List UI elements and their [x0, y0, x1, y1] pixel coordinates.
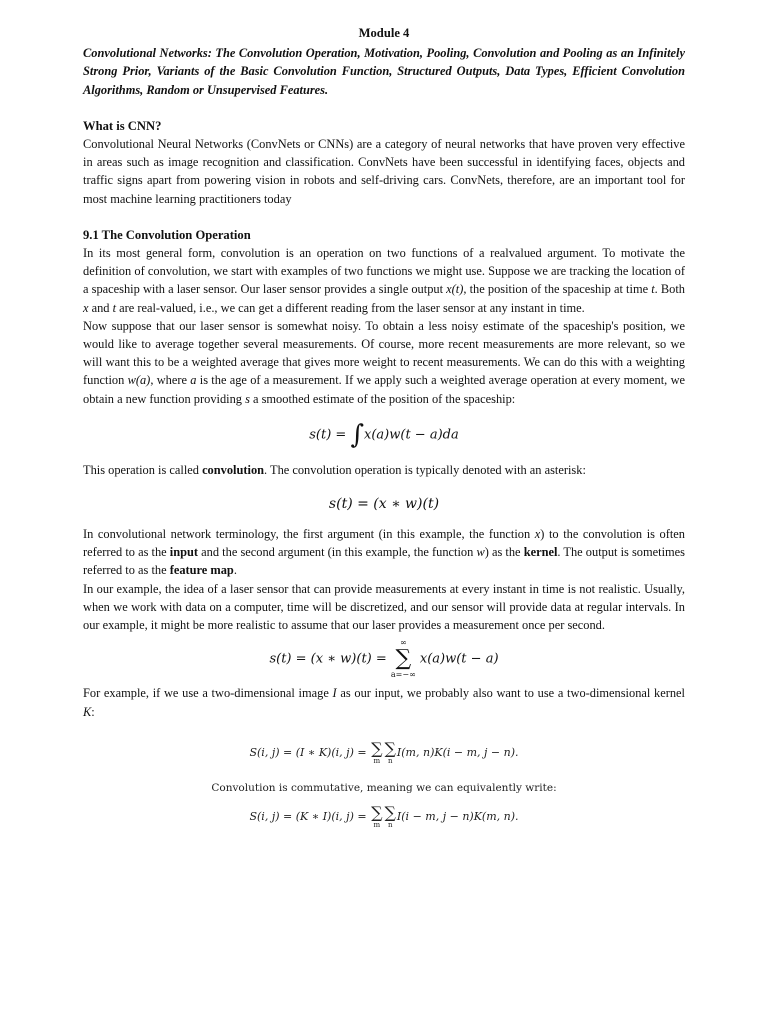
paragraph-terminology: In convolutional network terminology, the first argument (in this example, the function x) to the convolution is often referred to as the input and the second argument (in this example, the function w) as the kernel. The output is sometimes referred to as the feature map.	[83, 527, 686, 578]
figure-2d-convolution	[83, 738, 685, 829]
document-page	[83, 24, 685, 833]
section-heading-convolution: 9.1 The Convolution Operation	[83, 227, 251, 242]
module-title: Module 4	[358, 26, 410, 40]
paragraph-noisy-sensor: Now suppose that our laser sensor is somewhat noisy. To obtain a less noisy estimate of the spaceship's position, we would like to average together several measurements. Of course, more recent measurements are more relevant, so we will want this to be a weighted average that gives more weight to recent measurements. We can do this with a weighting function w(a), where a is the age of a measurement. If we apply such a weighted average operation at every moment, we obtain a new function providing s a smoothed estimate of the position of the spaceship:	[83, 318, 686, 406]
module-topics: Convolutional Networks: The Convolution Operation, Motivation, Pooling, Convolution and Pooling as an Infinitely Strong Prior, Variants of the Basic Convolution Function, Structured Outputs, Data Types, Efficient Convolution Algorithms, Random or Unsupervised Features.	[83, 46, 685, 97]
summation-symbol: ∞ ∑ a=−∞	[390, 638, 416, 680]
paragraph-called-convolution: This operation is called convolution. The convolution operation is typically denoted with an asterisk:	[83, 462, 586, 477]
cnn-heading: What is CNN?	[83, 118, 162, 133]
paragraph-two-dimensional: For example, if we use a two-dimensional image I as our input, we probably also want to use a two-dimensional kernel K:	[83, 686, 685, 719]
equation-2d-convolution: S(i, j) = (I ∗ K)(i, j) = ∑ m ∑ n I(m, n)K(i − m, j − n).	[249, 738, 519, 765]
equation-discrete-convolution: s(t) = (x ∗ w)(t) = ∞ ∑ a=−∞ x(a)w(t − a)	[269, 638, 499, 680]
equation-continuous-convolution: s(t) = ∫x(a)w(t − a)da	[309, 419, 459, 450]
paragraph-discretized: In our example, the idea of a laser sensor that can provide measurements at every instant in time is not realistic. Usually, when we work with data on a computer, time will be discretized, and our sensor will provide data at regular intervals. In our example, it might be more realistic to assume that our laser provides a measurement once per second.	[83, 581, 685, 633]
figure-caption-commutative: Convolution is commutative, meaning we can equivalently write:	[211, 781, 557, 794]
cnn-paragraph: Convolutional Neural Networks (ConvNets or CNNs) are a category of neural networks that have proven very effective in areas such as image recognition and classification. ConvNets have been successful in identifying faces, objects and traffic signs apart from powering vision in robots and self-driving cars. ConvNets, therefore, are an important tool for most machine learning practitioners today	[83, 137, 685, 206]
equation-asterisk-notation: s(t) = (x ∗ w)(t)	[328, 495, 440, 512]
paragraph-general-form: In its most general form, convolution is an operation on two functions of a realvalued argument. To motivate the definition of convolution, we start with examples of two functions we might use. Suppose we are tracking the location of a spaceship with a laser sensor. Our laser sensor provides a single output x(t), the position of the spaceship at time t. Both x and t are real-valued, i.e., we can get a different reading from the laser sensor at any instant in time.	[83, 246, 686, 315]
equation-2d-commutative: S(i, j) = (K ∗ I)(i, j) = ∑ m ∑ n I(i − m, j − n)K(m, n).	[249, 802, 519, 829]
